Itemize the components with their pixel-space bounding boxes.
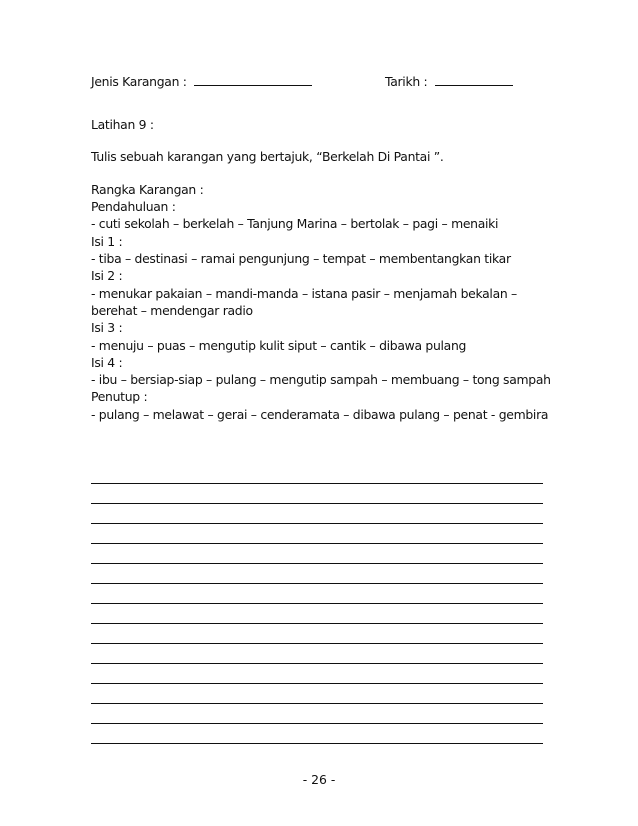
writing-line[interactable] (91, 504, 543, 524)
outline-line: - tiba – destinasi – ramai pengunjung – tempat – membentangkan tikar (91, 251, 511, 266)
page-number: - 26 - (302, 772, 336, 787)
writing-line[interactable] (91, 604, 543, 624)
writing-line[interactable] (91, 484, 543, 504)
outline-heading: Rangka Karangan : (91, 182, 204, 197)
outline-line: Isi 1 : (91, 234, 123, 249)
jenis-karangan-label: Jenis Karangan : (91, 74, 187, 89)
outline-line: Penutup : (91, 389, 148, 404)
writing-line[interactable] (91, 524, 543, 544)
exercise-title: Latihan 9 : (91, 117, 154, 132)
outline-line: Pendahuluan : (91, 199, 176, 214)
writing-line[interactable] (91, 704, 543, 724)
writing-line[interactable] (91, 664, 543, 684)
writing-line[interactable] (91, 584, 543, 604)
writing-line[interactable] (91, 624, 543, 644)
outline-line: - menuju – puas – mengutip kulit siput – cantik – dibawa pulang (91, 338, 467, 353)
tarikh-label: Tarikh : (385, 74, 428, 89)
outline-line: berehat – mendengar radio (91, 303, 253, 318)
outline-line: Isi 4 : (91, 355, 123, 370)
outline-line: - ibu – bersiap-siap – pulang – mengutip sampah – membuang – tong sampah (91, 372, 551, 387)
writing-line[interactable] (91, 544, 543, 564)
writing-line[interactable] (91, 684, 543, 704)
outline-line: - menukar pakaian – mandi-manda – istana pasir – menjamah bekalan – (91, 286, 517, 301)
outline-line: Isi 3 : (91, 320, 123, 335)
writing-line[interactable] (91, 644, 543, 664)
outline-line: Isi 2 : (91, 268, 123, 283)
tarikh-field (385, 74, 513, 89)
writing-line[interactable] (91, 724, 543, 744)
outline-line: - pulang – melawat – gerai – cenderamata – dibawa pulang – penat - gembira (91, 407, 549, 422)
tarikh-blank[interactable] (435, 74, 513, 86)
jenis-karangan-blank[interactable] (194, 74, 312, 86)
jenis-karangan-field (91, 74, 312, 89)
writing-area (91, 464, 543, 744)
exercise-instruction: Tulis sebuah karangan yang bertajuk, “Berkelah Di Pantai ”. (91, 149, 444, 164)
writing-line[interactable] (91, 564, 543, 584)
outline-line: - cuti sekolah – berkelah – Tanjung Marina – bertolak – pagi – menaiki (91, 216, 499, 231)
writing-line[interactable] (91, 464, 543, 484)
